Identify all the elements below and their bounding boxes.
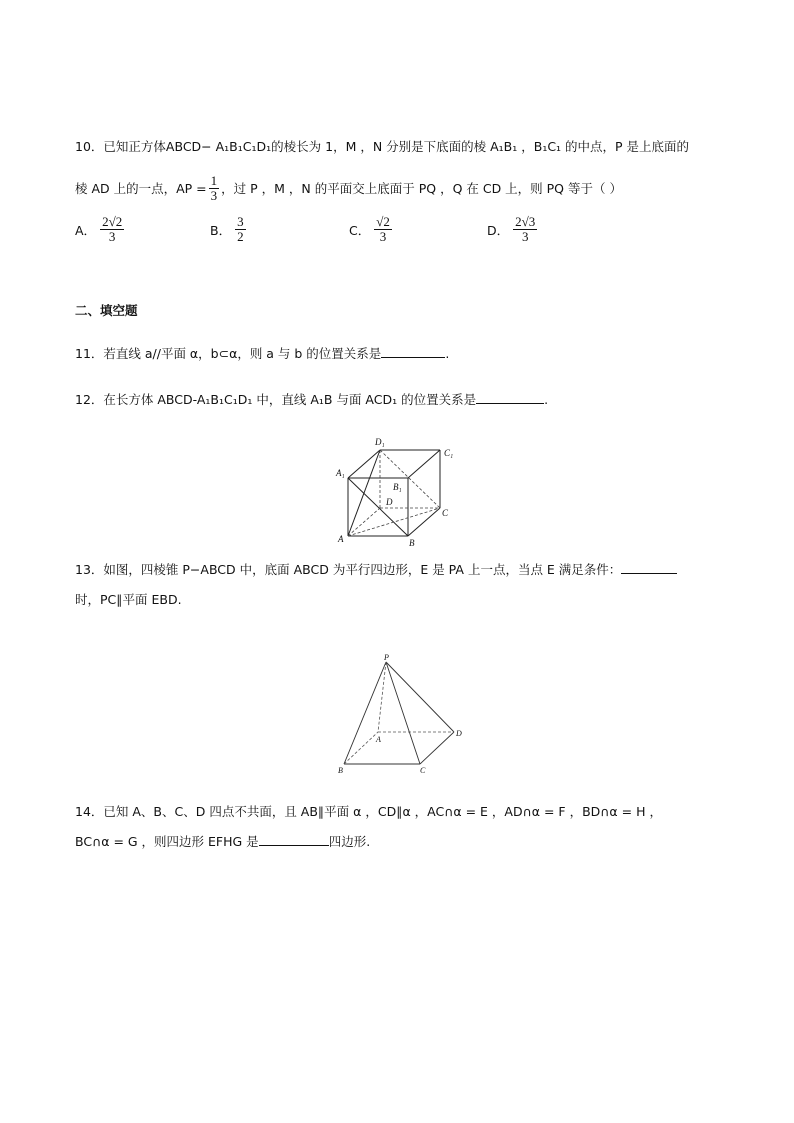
q10-line2-pre: 棱 AD 上的一点，AP = bbox=[75, 180, 207, 196]
option-num: 3 bbox=[237, 214, 244, 229]
section-title: 二、填空题 bbox=[75, 303, 138, 318]
q13-line2: 时，PC∥平面 EBD. bbox=[75, 592, 182, 607]
q10-option-d bbox=[487, 215, 539, 244]
q12-answer-blank[interactable] bbox=[476, 391, 544, 404]
q14-answer-blank[interactable] bbox=[259, 833, 329, 846]
q10-option-a bbox=[75, 215, 126, 244]
label-c1: C₁ bbox=[444, 448, 454, 458]
option-label: C． bbox=[349, 222, 371, 238]
q10-line2 bbox=[75, 174, 622, 203]
option-label: A． bbox=[75, 222, 97, 238]
option-num: √2 bbox=[376, 214, 390, 229]
edge-pb bbox=[344, 662, 386, 764]
label-c: C bbox=[420, 766, 426, 775]
q12-box-figure bbox=[330, 432, 460, 550]
q12-end: . bbox=[544, 392, 549, 407]
option-fraction bbox=[100, 215, 124, 244]
label-c: C bbox=[442, 508, 449, 518]
q10-option-c bbox=[349, 215, 394, 244]
q11-line bbox=[75, 345, 449, 363]
option-den: 3 bbox=[521, 229, 529, 244]
option-fraction bbox=[374, 215, 392, 244]
edge-b1c1 bbox=[408, 450, 440, 478]
option-num: 2√3 bbox=[515, 214, 536, 229]
q12-line bbox=[75, 391, 548, 409]
q10-line1: 10．已知正方体ABCD− A₁B₁C₁D₁的棱长为 1，M ，N 分别是下底面的棱 A₁B₁ ，B₁C₁ 的中点，P 是上底面的 bbox=[75, 139, 690, 154]
label-b: B bbox=[338, 766, 343, 775]
q14-line2 bbox=[75, 833, 370, 851]
label-d: D bbox=[386, 497, 393, 507]
edge-bc bbox=[408, 508, 440, 536]
q10-option-b bbox=[210, 215, 248, 244]
option-fraction bbox=[513, 215, 537, 244]
q13-line1-text: 13．如图，四棱锥 P−ABCD 中，底面 ABCD 为平行四边形，E 是 PA 上一点，当点 E 满足条件： bbox=[75, 562, 622, 577]
q12-text: 12．在长方体 ABCD-A₁B₁C₁D₁ 中，直线 A₁B 与面 ACD₁ 的位置关系是 bbox=[75, 392, 477, 407]
q11-end: . bbox=[445, 346, 450, 361]
q14-line1: 14．已知 A、B、C、D 四点不共面，且 AB∥平面 α ，CD∥α ，AC∩α = E ，AD∩α = F ，BD∩α = H ， bbox=[75, 804, 662, 819]
option-den: 2 bbox=[237, 229, 244, 244]
q10-ap-den: 3 bbox=[210, 188, 218, 203]
option-num: 2√2 bbox=[102, 214, 123, 229]
label-a: A bbox=[376, 735, 381, 744]
edge-ba bbox=[344, 732, 378, 764]
option-fraction bbox=[235, 215, 246, 244]
option-label: D． bbox=[487, 222, 510, 238]
label-b: B bbox=[409, 538, 415, 548]
q14-line2-post: 四边形. bbox=[328, 834, 371, 849]
q10-ap-num: 1 bbox=[210, 173, 218, 188]
q13-answer-blank[interactable] bbox=[621, 561, 677, 574]
label-b1: B₁ bbox=[393, 482, 402, 492]
label-a: A bbox=[338, 534, 344, 544]
q11-answer-blank[interactable] bbox=[381, 345, 445, 358]
q13-line1 bbox=[75, 561, 677, 579]
q10-line2-post: ，过 P ，M ，N 的平面交上底面于 PQ ，Q 在 CD 上，则 PQ 等于（ ） bbox=[221, 180, 622, 196]
option-den: 3 bbox=[379, 229, 387, 244]
q13-pyramid-figure bbox=[334, 652, 468, 776]
label-a1: A₁ bbox=[336, 468, 345, 478]
label-d1: D₁ bbox=[375, 437, 385, 447]
edge-pc bbox=[386, 662, 420, 764]
label-d: D bbox=[456, 729, 462, 738]
label-p: P bbox=[384, 653, 389, 662]
edge-cd bbox=[420, 732, 454, 764]
q10-ap-fraction bbox=[209, 174, 220, 203]
q11-text: 11．若直线 a//平面 α，b⊂α，则 a 与 b 的位置关系是 bbox=[75, 346, 382, 361]
edge-pd bbox=[386, 662, 454, 732]
option-den: 3 bbox=[108, 229, 116, 244]
q14-line2-pre: BC∩α = G ，则四边形 EFHG 是 bbox=[75, 834, 259, 849]
option-label: B． bbox=[210, 222, 232, 238]
